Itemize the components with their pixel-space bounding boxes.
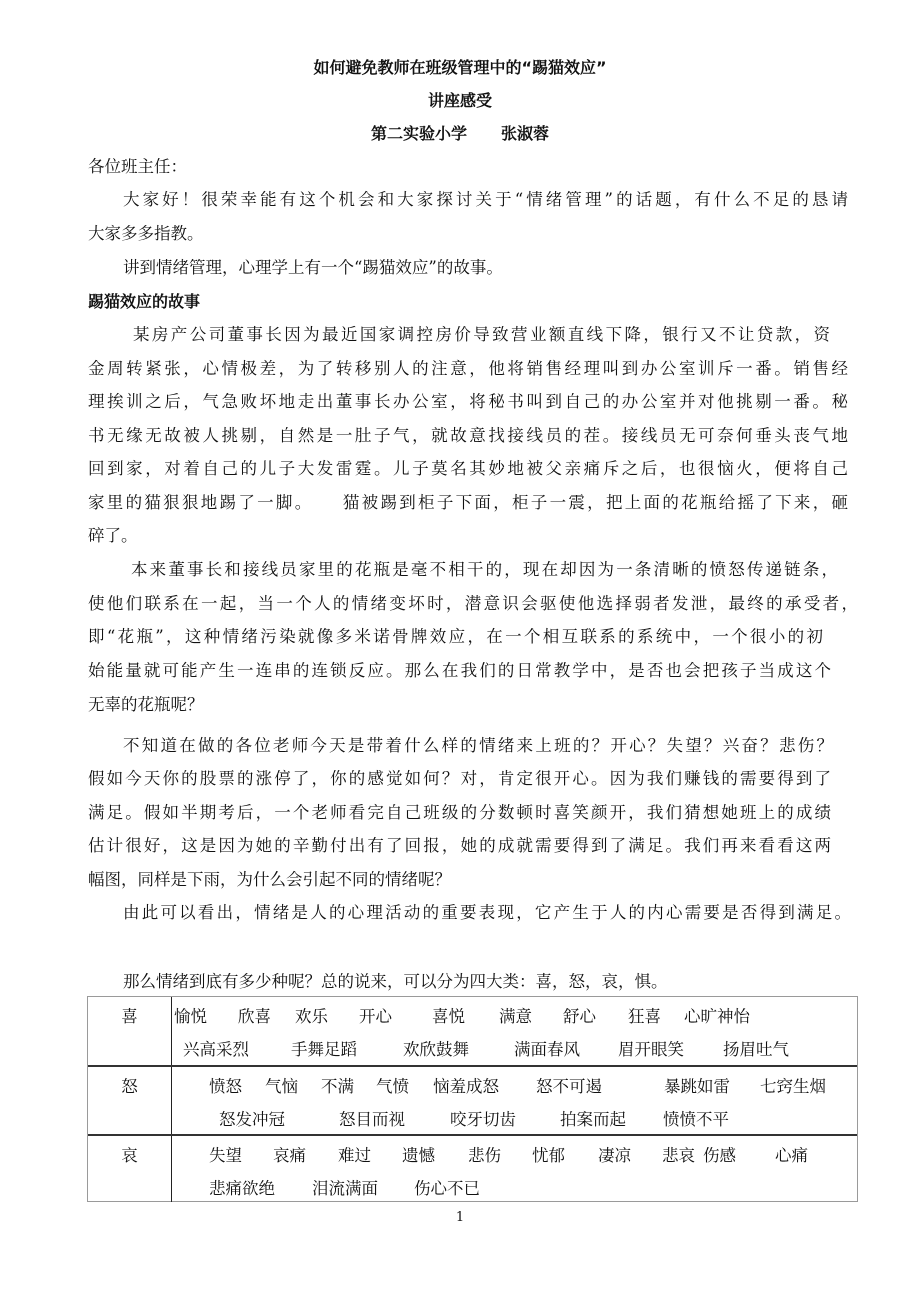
emotion-word: 难过 (338, 1146, 371, 1165)
emotion-word: 伤心不已 (414, 1179, 480, 1198)
emotion-word: 遗憾 (402, 1146, 435, 1165)
table-row-joy (88, 997, 857, 1065)
emotion-word: 悲哀 (662, 1146, 695, 1165)
emotion-word: 眉开眼笑 (618, 1040, 684, 1059)
emotion-word: 扬眉吐气 (723, 1040, 789, 1059)
emotion-word: 不满 (321, 1077, 354, 1096)
category-cell: 哀 (121, 1146, 138, 1165)
category-cell: 怒 (121, 1077, 138, 1096)
conclusion-line: 由此可以看出，情绪是人的心理活动的重要表现，它产生于人的内心需要是否得到满足。 (123, 903, 851, 922)
emotion-word: 狂喜 (628, 1007, 661, 1026)
emotion-word: 泪流满面 (312, 1179, 378, 1198)
story-line: 金周转紧张，心情极差，为了转移别人的注意，他将销售经理叫到办公室训斥一番。销售经 (88, 359, 848, 378)
emotion-word: 兴高采烈 (183, 1040, 249, 1059)
emotion-word: 舒心 (563, 1007, 596, 1026)
emotion-word: 凄凉 (598, 1146, 631, 1165)
document-title: 如何避免教师在班级管理中的“踢猫效应” (313, 58, 607, 77)
emotion-word: 悲伤 (468, 1146, 501, 1165)
section-heading: 踢猫效应的故事 (88, 292, 201, 311)
document-subtitle: 讲座感受 (427, 91, 492, 110)
emotion-word: 七窍生烟 (760, 1077, 826, 1096)
emotion-word: 开心 (359, 1007, 392, 1026)
school-name: 第二实验小学 (370, 124, 467, 143)
emotion-table (87, 996, 858, 1202)
question-line: 幅图，同样是下雨，为什么会引起不同的情绪呢？ (88, 870, 451, 889)
emotion-word: 气恼 (265, 1077, 298, 1096)
emotion-word: 喜悦 (432, 1007, 465, 1026)
question-line: 估计很好，这是因为她的辛勤付出有了回报，她的成就需要得到了满足。我们再来看看这两 (88, 836, 831, 855)
emotion-word: 气愤 (376, 1077, 409, 1096)
story-line: 书无缘无故被人挑剔，自然是一肚子气，就故意找接线员的茬。接线员无可奈何垂头丧气地 (88, 426, 848, 445)
emotion-word: 暴跳如雷 (664, 1077, 730, 1096)
categories-intro: 那么情绪到底有多少种呢？总的说来，可以分为四大类：喜，怒，哀，惧。 (123, 972, 668, 991)
transition-line: 讲到情绪管理，心理学上有一个“踢猫效应”的故事。 (123, 258, 503, 277)
emotion-word: 欣喜 (238, 1007, 271, 1026)
page-number: 1 (455, 1210, 465, 1225)
emotion-word: 手舞足蹈 (291, 1040, 357, 1059)
emotion-word: 哀痛 (273, 1146, 306, 1165)
question-line: 满足。假如半期考后，一个老师看完自己班级的分数顿时喜笑颜开，我们猜想她班上的成绩 (88, 803, 831, 822)
emotion-word: 恼羞成怒 (433, 1077, 499, 1096)
story-line: 家里的猫狠狠地踢了一脚。 猫被踢到柜子下面，柜子一震，把上面的花瓶给摇了下来，砸 (88, 493, 848, 512)
emotion-word: 欢欣鼓舞 (403, 1040, 469, 1059)
analysis-line: 始能量就可能产生一连串的连锁反应。那么在我们的日常教学中，是否也会把孩子当成这个 (88, 661, 831, 680)
analysis-line: 即“花瓶”，这种情绪污染就像多米诺骨牌效应，在一个相互联系的系统中，一个很小的初 (88, 627, 823, 646)
emotion-word: 欢乐 (295, 1007, 328, 1026)
emotion-word: 愤愤不平 (663, 1110, 729, 1129)
emotion-word: 拍案而起 (560, 1110, 626, 1129)
emotion-word: 怒不可遏 (536, 1077, 602, 1096)
table-row-sorrow (88, 1134, 857, 1202)
emotion-word: 怒目而视 (339, 1110, 405, 1129)
emotion-word: 失望 (209, 1146, 242, 1165)
emotion-word: 怒发冲冠 (219, 1110, 285, 1129)
table-row-anger (88, 1065, 857, 1133)
story-line: 某房产公司董事长因为最近国家调控房价导致营业额直线下降，银行又不让贷款，资 (133, 325, 830, 344)
question-line: 假如今天你的股票的涨停了，你的感觉如何？对，肯定很开心。因为我们赚钱的需要得到了 (88, 769, 831, 788)
intro-line: 大家多多指教。 (88, 224, 204, 243)
question-line: 不知道在做的各位老师今天是带着什么样的情绪来上班的？开心？失望？兴奋？悲伤？ (123, 736, 833, 755)
emotion-word: 满面春风 (514, 1040, 580, 1059)
intro-line: 大家好！很荣幸能有这个机会和大家探讨关于“情绪管理”的话题，有什么不足的恳请 (123, 190, 848, 209)
analysis-line: 无辜的花瓶呢？ (88, 695, 204, 714)
emotion-word: 心旷神怡 (684, 1007, 750, 1026)
story-line: 回到家，对着自己的儿子大发雷霆。儿子莫名其妙地被父亲痛斥之后，也很恼火，便将自己 (88, 459, 848, 478)
emotion-word: 满意 (499, 1007, 532, 1026)
emotion-word: 愤怒 (209, 1077, 242, 1096)
emotion-word: 心痛 (775, 1146, 808, 1165)
emotion-word: 愉悦 (174, 1007, 207, 1026)
emotion-word: 悲痛欲绝 (209, 1179, 275, 1198)
salutation: 各位班主任： (88, 157, 187, 176)
story-line: 碎了。 (88, 526, 138, 545)
emotion-word: 忧郁 (532, 1146, 565, 1165)
emotion-word: 伤感 (703, 1146, 736, 1165)
analysis-line: 本来董事长和接线员家里的花瓶是毫不相干的，现在却因为一条清晰的愤怒传递链条， (131, 560, 838, 579)
author-line (0, 124, 920, 144)
analysis-line: 使他们联系在一起，当一个人的情绪变坏时，潜意识会驱使他选择弱者发泄，最终的承受者， (88, 594, 858, 613)
emotion-word: 咬牙切齿 (450, 1110, 516, 1129)
story-line: 理挨训之后，气急败坏地走出董事长办公室，将秘书叫到自己的办公室并对他挑剔一番。秘 (88, 392, 848, 411)
category-cell: 喜 (121, 1007, 138, 1026)
author-name: 张淑蓉 (501, 124, 550, 143)
